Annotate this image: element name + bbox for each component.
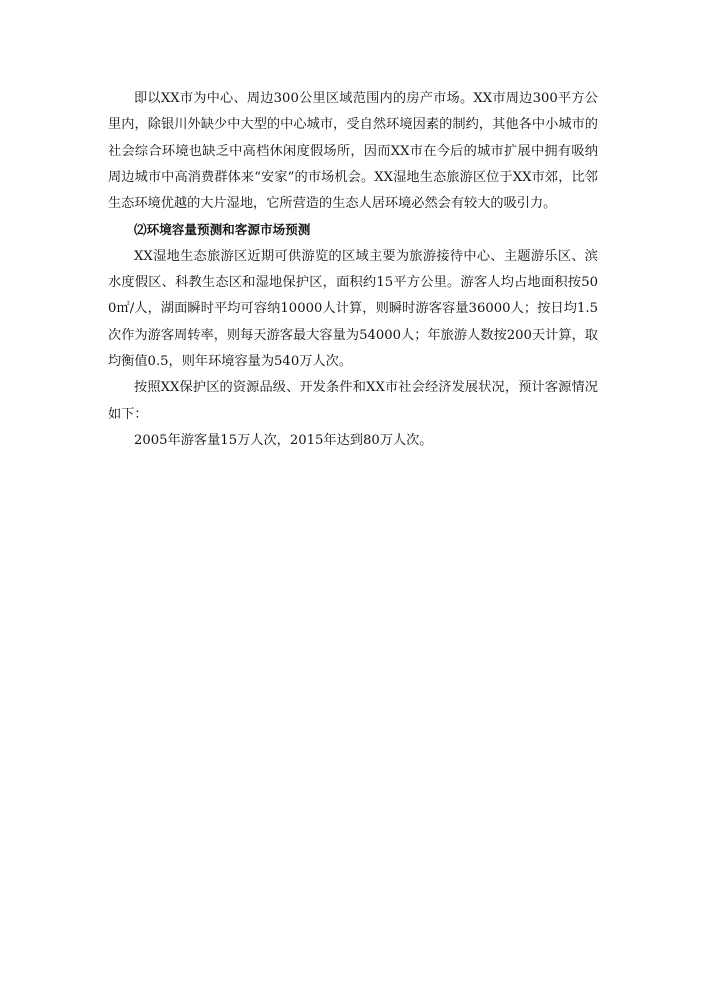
intro-paragraph: 即以XX市为中心、周边300公里区域范围内的房产市场。XX市周边300平方公里内，除银川外缺少中大型的中心城市，受自然环境因素的制约，其他各中小城市的社会综合环境也缺乏中高档休闲度假场所，因而XX市在今后的城市扩展中拥有吸纳周边城市中高消费群体来“安家”的市场机会。XX湿地生态旅游区位于XX市郊，比邻生态环境优越的大片湿地，它所营造的生态人居环境必然会有较大的吸引力。	[108, 91, 598, 212]
source-paragraph: 按照XX保护区的资源品级、开发条件和XX市社会经济发展状况，预计客源情况如下：	[108, 380, 598, 422]
visitor-forecast-paragraph: 2005年游客量15万人次，2015年达到80万人次。	[134, 432, 433, 448]
document-body	[108, 86, 598, 454]
section-heading: ⑵环境容量预测和客源市场预测	[134, 222, 311, 238]
capacity-paragraph: XX湿地生态旅游区近期可供游览的区域主要为旅游接待中心、主题游乐区、滨水度假区、科教生态区和湿地保护区，面积约15平方公里。游客人均占地面积按500㎡/人，湖面瞬时平均可容纳10000人计算，则瞬时游客容量36000人；按日均1.5次作为游客周转率，则每天游客最大容量为54000人；年旅游人数按200天计算，取均衡值0.5，则年环境容量为540万人次。	[108, 248, 598, 369]
